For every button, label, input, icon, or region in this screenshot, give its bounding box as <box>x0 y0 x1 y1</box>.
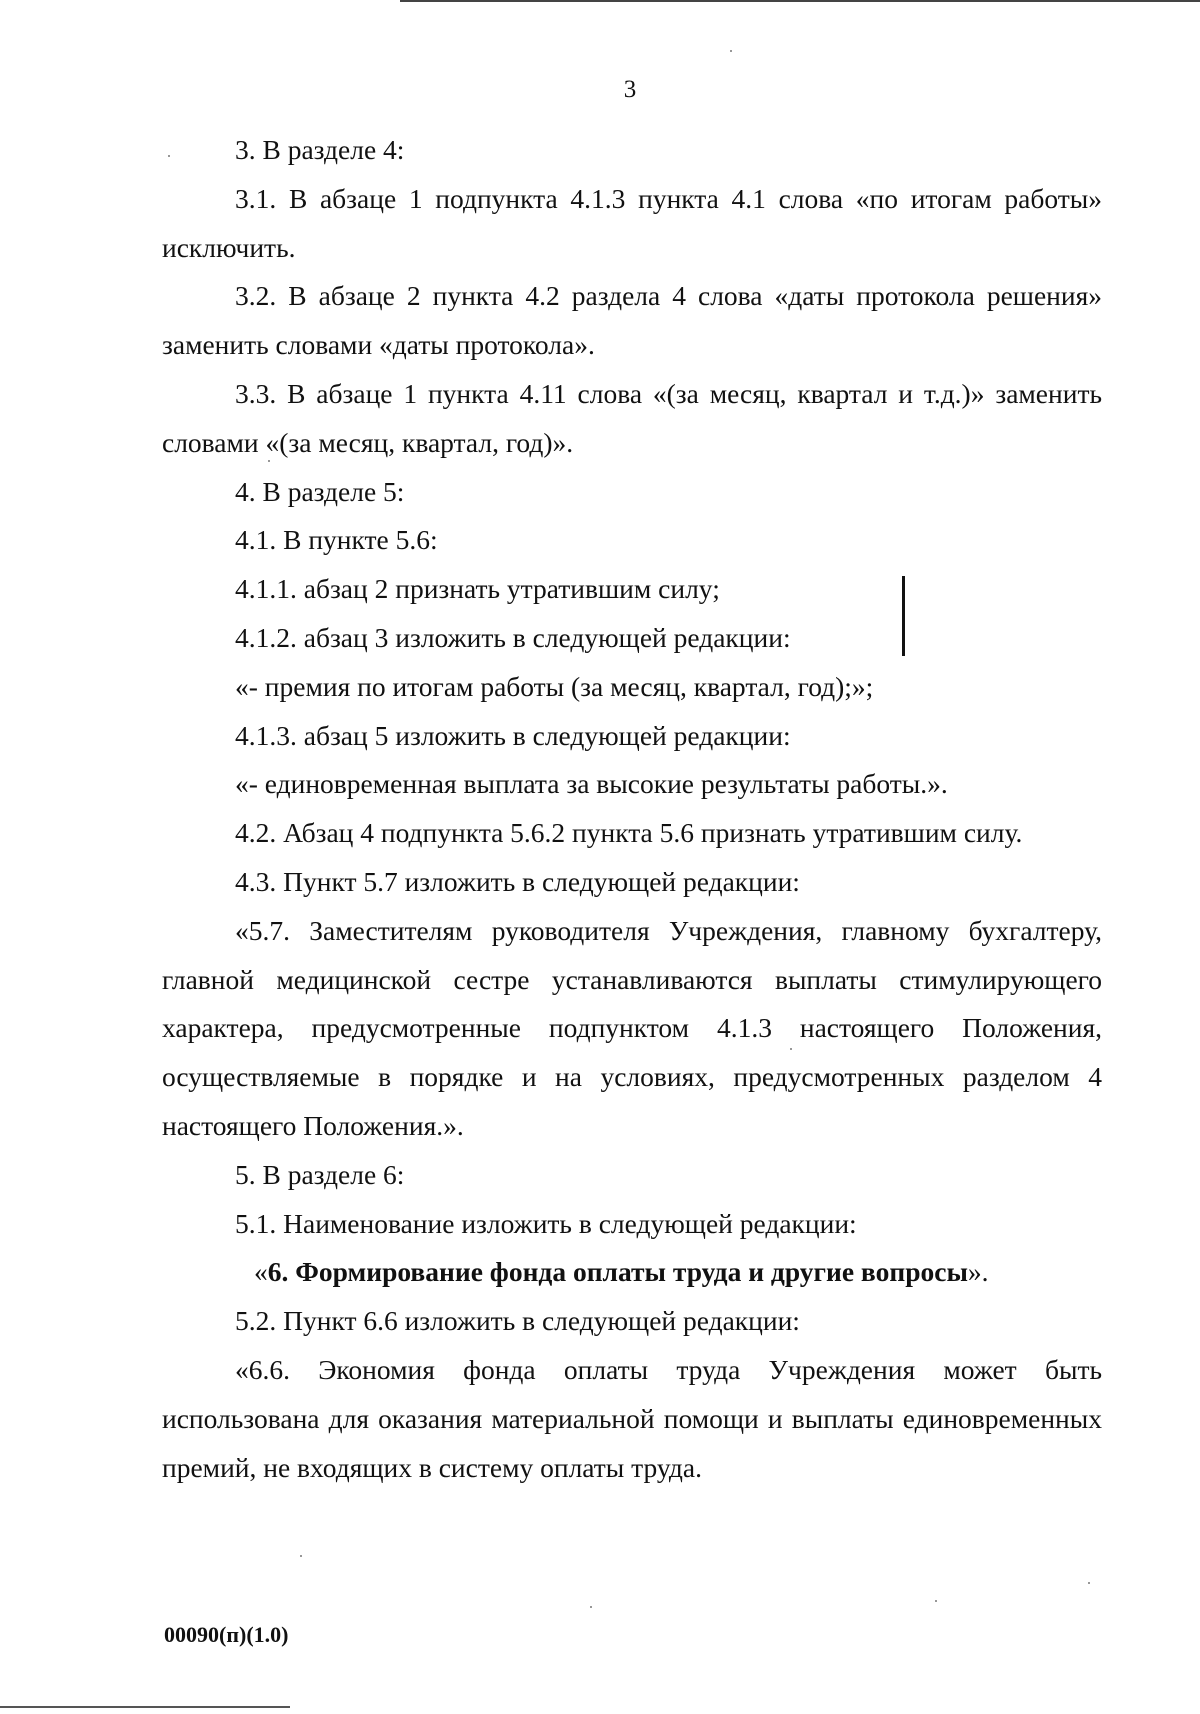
quote-6-6: «6.6. Экономия фонда оплаты труда Учреждения может быть использована для оказания материальной помощи и выплаты единовременных премий, не входящих в систему оплаты труда. <box>162 1353 1102 1483</box>
paragraph-5-1: 5.1. Наименование изложить в следующей редакции: <box>235 1207 857 1239</box>
scan-speck <box>935 1600 937 1602</box>
scan-speck <box>590 1606 592 1608</box>
top-edge-rule <box>400 0 1200 2</box>
paragraph-4: 4. В разделе 5: <box>235 475 405 507</box>
scan-speck <box>300 1555 302 1557</box>
scan-speck <box>268 460 270 462</box>
paragraph-4-1: 4.1. В пункте 5.6: <box>235 524 438 556</box>
paragraph-4-1-2: 4.1.2. абзац 3 изложить в следующей редакции: <box>235 621 791 653</box>
paragraph-3: 3. В разделе 4: <box>235 134 405 165</box>
page-number: 3 <box>623 76 637 103</box>
scan-speck <box>1088 1582 1090 1584</box>
quote-5-7: «5.7. Заместителям руководителя Учреждения, главному бухгалтеру, главной медицинской сестре устанавливаются выплаты стимулирующего характера, предусмотренные подпунктом 4.1.3 настоящего Положения, осуществляемые в порядке и на условиях, предусмотренных разделом 4 настоящего Положения.». <box>162 914 1102 1141</box>
scan-speck <box>730 50 732 52</box>
paragraph-5-2: 5.2. Пункт 6.6 изложить в следующей редакции: <box>235 1305 800 1337</box>
document-code: 00090(п)(1.0) <box>164 1622 289 1647</box>
quote-one-time-payment: «- единовременная выплата за высокие результаты работы.». <box>235 768 948 800</box>
margin-mark <box>902 576 905 656</box>
paragraph-3-2: 3.2. В абзаце 2 пункта 4.2 раздела 4 слова «даты протокола решения» заменить словами «даты протокола». <box>162 280 1102 361</box>
quote-premium: «- премия по итогам работы (за месяц, квартал, год);»; <box>235 670 874 702</box>
scan-speck <box>790 1048 792 1050</box>
bottom-edge-rule <box>0 1706 290 1708</box>
paragraph-3-3: 3.3. В абзаце 1 пункта 4.11 слова «(за месяц, квартал и т.д.)» заменить словами «(за месяц, квартал, год)». <box>162 377 1102 458</box>
paragraph-4-1-1: 4.1.1. абзац 2 признать утратившим силу; <box>235 573 720 605</box>
paragraph-5: 5. В разделе 6: <box>235 1158 405 1190</box>
section-6-title <box>162 1248 1102 1297</box>
paragraph-4-3: 4.3. Пункт 5.7 изложить в следующей редакции: <box>235 865 800 897</box>
paragraph-4-1-3: 4.1.3. абзац 5 изложить в следующей редакции: <box>235 719 791 751</box>
section-title-bold: 6. Формирование фонда оплаты труда и другие вопросы <box>267 1256 968 1288</box>
paragraph-3-1: 3.1. В абзаце 1 подпункта 4.1.3 пункта 4.1 слова «по итогам работы» исключить. <box>162 182 1102 263</box>
document-body <box>162 126 1102 1492</box>
section-title-close: ». <box>967 1256 989 1288</box>
paragraph-4-2: 4.2. Абзац 4 подпункта 5.6.2 пункта 5.6 признать утратившим силу. <box>235 817 1023 849</box>
section-title-open-quote: « <box>254 1256 268 1288</box>
scan-speck <box>168 155 170 157</box>
